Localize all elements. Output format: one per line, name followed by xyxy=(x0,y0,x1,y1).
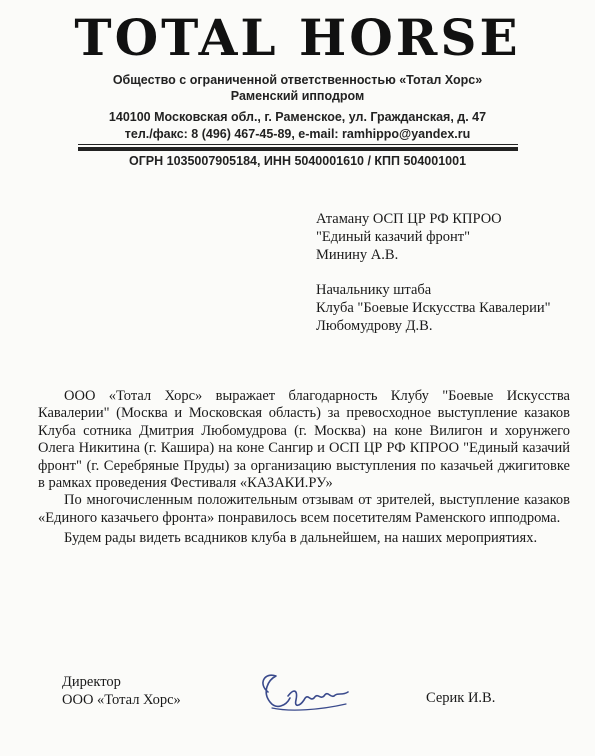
org-name: Общество с ограниченной ответственностью «Тотал Хорс» xyxy=(112,73,483,87)
addressee-line: Минину А.В. xyxy=(316,247,399,263)
addressee-line: Атаману ОСП ЦР РФ КПРОО xyxy=(316,211,502,227)
header-rule-top xyxy=(78,144,518,145)
body-paragraph: По многочисленным положительным отзывам от зрителей, выступление казаков «Единого казачьего фронта» понравилось всем посетителям Раменского ипподрома. xyxy=(38,492,570,526)
addressee-line: Любомудрову Д.В. xyxy=(316,318,433,334)
signatory-org: ООО «Тотал Хорс» xyxy=(62,692,181,708)
addressee-line: Начальнику штаба xyxy=(316,282,432,298)
letterhead xyxy=(0,0,595,175)
addressee-line: "Единый казачий фронт" xyxy=(316,229,470,245)
handwritten-signature xyxy=(250,662,360,718)
header-rule-thick xyxy=(78,147,518,151)
letter-body xyxy=(38,388,570,548)
addressee-chief-of-staff xyxy=(316,281,551,335)
org-subtitle: Раменский ипподром xyxy=(230,89,365,103)
signatory-title: Директор xyxy=(62,674,121,690)
signatory-name: Серик И.В. xyxy=(426,690,496,706)
org-address: 140100 Московская обл., г. Раменское, ул. Гражданская, д. 47 xyxy=(108,110,487,124)
org-contacts: тел./факс: 8 (496) 467-45-89, e-mail: ramhippo@yandex.ru xyxy=(124,127,471,141)
addressee-line: Клуба "Боевые Искусства Кавалерии" xyxy=(316,300,551,316)
body-paragraph: Будем рады видеть всадников клуба в дальнейшем, на наших мероприятиях. xyxy=(64,530,538,547)
body-paragraph: ООО «Тотал Хорс» выражает благодарность Клубу "Боевые Искусства Кавалерии" (Москва и Московская область) за превосходное выступление казаков Клуба сотника Дмитрия Любомудрова (г. Москва) на коне Вилигон и хорунжего Олега Никитина (г. Кашира) на коне Сангир и ОСП ЦР РФ КПРОО "Единый казачий фронт" (г. Серебряные Пруды) за организацию выступления по казачьей джигитовке в рамках проведения Фестиваля «КАЗАКИ.РУ» xyxy=(38,388,570,492)
org-registry: ОГРН 1035007905184, ИНН 5040001610 / КПП 504001001 xyxy=(128,154,467,168)
company-logo: TOTAL HORSE xyxy=(74,8,521,67)
addressee-ataman xyxy=(316,210,502,264)
signatory-block xyxy=(62,673,181,709)
